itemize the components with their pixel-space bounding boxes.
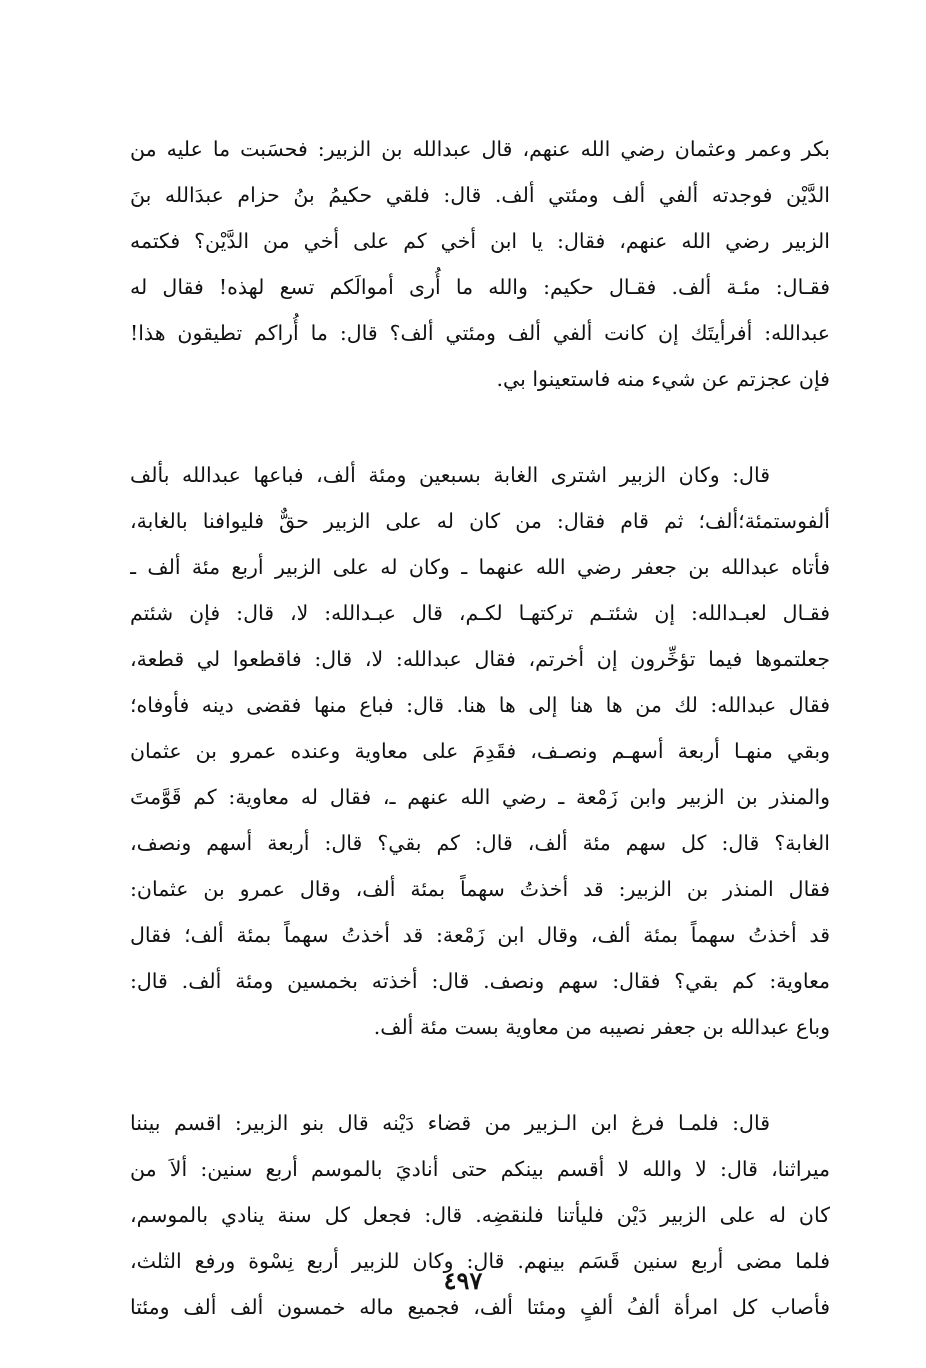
text-line: قال: وكان الزبير اشترى الغابة بسبعين ومئة ألف، فباعها عبدالله بألف — [130, 463, 770, 487]
text-line: معاوية: كم بقي؟ فقال: سهم ونصف. قال: أخذته بخمسين ومئة ألف. قال: — [130, 969, 830, 993]
text-line: كان له على الزبير دَيْن فليأتنا فلنقضِه. قال: فجعل كل سنة ينادي بالموسم، — [130, 1203, 830, 1227]
text-line: فقال عبدالله: لك من ها هنا إلى ها هنا. قال: فباع منها فقضى دينه فأوفاه؛ — [130, 693, 830, 717]
text-line: فإن عجزتم عن شيء منه فاستعينوا بي. — [496, 367, 830, 391]
text-line: بكر وعمر وعثمان رضي الله عنهم، قال عبدالله بن الزبير: فحسَبت ما عليه من — [130, 137, 830, 161]
text-line: فلما مضى أربع سنين قَسَم بينهم. قال: وكان للزبير أربع نِسْوة ورفع الثلث، — [130, 1249, 830, 1273]
paragraph-3 — [130, 1100, 830, 1330]
text-line: الزبير رضي الله عنهم، فقال: يا ابن أخي كم على أخي من الدَّيْن؟ فكتمه — [130, 229, 830, 253]
text-line: ميراثنا، قال: لا والله لا أقسم بينكم حتى أناديَ بالموسم أربع سنين: ألاَ من — [130, 1157, 830, 1181]
text-line: ألفوستمئة؛ألف؛ ثم قام فقال: من كان له على الزبير حقٌّ فليوافنا بالغابة، — [130, 509, 830, 533]
text-line: فقال المنذر بن الزبير: قد أخذتُ سهماً بمئة ألف، وقال عمرو بن عثمان: — [130, 877, 830, 901]
text-line: فأصاب كل امرأة ألفُ ألفٍ ومئتا ألف، فجميع ماله خمسون ألف ألف ومئتا — [130, 1295, 830, 1319]
text-line: فقـال لعبـدالله: إن شئتـم تركتهـا لكـم، قال عبـدالله: لا، قال: فإن شئتم — [130, 601, 830, 625]
text-line: عبدالله: أفرأيتَك إن كانت ألفي ألف ومئتي ألف؟ قال: ما أُراكم تطيقون هذا! — [130, 321, 830, 345]
text-line: جعلتموها فيما تؤخِّرون إن أخرتم، فقال عبدالله: لا، قال: فاقطعوا لي قطعة، — [130, 647, 830, 671]
text-column — [130, 126, 830, 1330]
text-line: فقـال: مئـة ألف. فقـال حكيم: والله ما أُرى أموالَكم تسع لهذه! فقال له — [130, 275, 830, 299]
text-line: وبقي منهـا أربعة أسهـم ونصـف، فقَدِمَ على معاوية وعنده عمرو بن عثمان — [130, 739, 830, 763]
paragraph-1 — [130, 126, 830, 402]
paragraph-2 — [130, 452, 830, 1050]
text-line: الغابة؟ قال: كل سهم مئة ألف، قال: كم بقي؟ قال: أربعة أسهم ونصف، — [130, 831, 830, 855]
text-line: وباع عبدالله بن جعفر نصيبه من معاوية بست مئة ألف. — [373, 1015, 830, 1039]
text-line: فأتاه عبدالله بن جعفر رضي الله عنهما ـ وكان له على الزبير أربع مئة ألف ـ — [130, 555, 830, 579]
text-line: قال: فلمـا فرغ ابن الـزبير من قضاء دَيْنه قال بنو الزبير: اقسم بيننا — [130, 1111, 770, 1135]
text-line: قد أخذتُ سهماً بمئة ألف، وقال ابن زَمْعة: قد أخذتُ سهماً بمئة ألف؛ فقال — [130, 923, 830, 947]
page-number: ٤٩٧ — [443, 1266, 483, 1295]
text-line: الدَّيْن فوجدته ألفي ألف ومئتي ألف. قال: فلقي حكيمُ بنُ حزام عبدَالله بنَ — [130, 183, 830, 207]
text-line: والمنذر بن الزبير وابن زَمْعة ـ رضي الله عنهم ـ، فقال له معاوية: كم قَوَّمتَ — [130, 785, 830, 809]
